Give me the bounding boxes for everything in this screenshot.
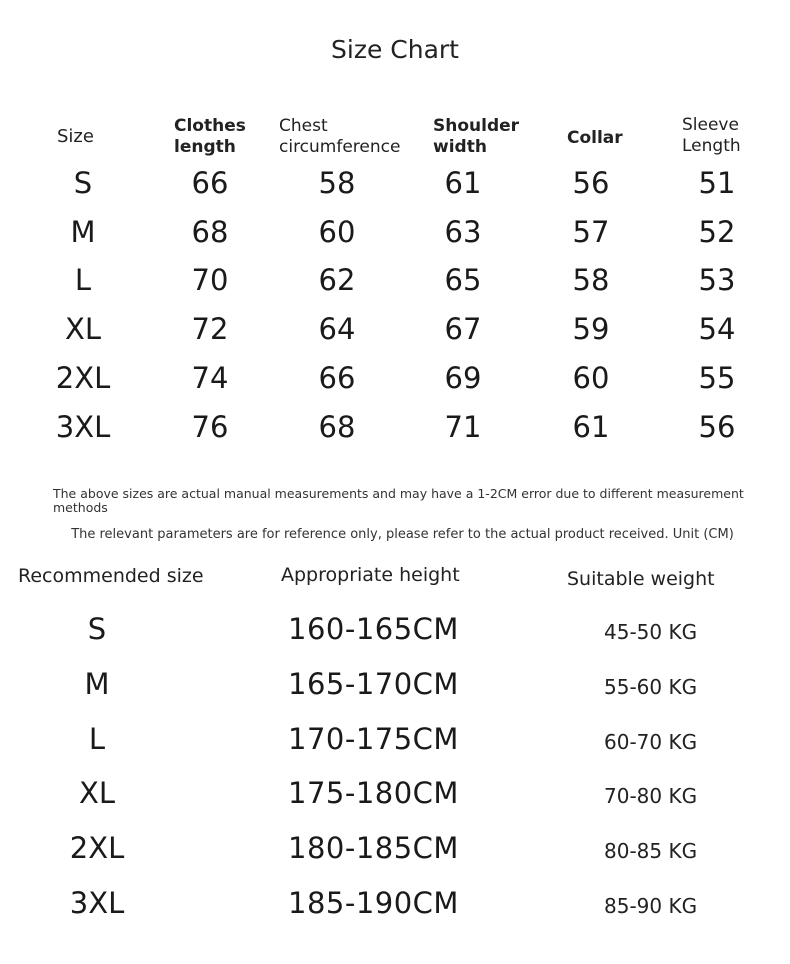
cell-shoulder: 67	[444, 312, 482, 346]
recommend-row-l	[0, 722, 790, 772]
cell-sleeve: 56	[698, 410, 736, 444]
cell-weight: 80-85 KG	[604, 839, 698, 863]
cell-sleeve: 53	[698, 263, 736, 297]
cell-shoulder: 69	[444, 361, 482, 395]
cell-weight: 85-90 KG	[604, 894, 698, 918]
header-recommended-size: Recommended size	[18, 565, 204, 587]
cell-size: 2XL	[55, 361, 111, 395]
cell-chest: 60	[318, 215, 356, 249]
cell-sleeve: 52	[698, 215, 736, 249]
header-clothes-length: Clothes length	[174, 116, 246, 157]
cell-size: S	[73, 166, 93, 200]
cell-clothes-length: 76	[191, 410, 229, 444]
cell-collar: 60	[572, 361, 610, 395]
cell-height: 175-180CM	[288, 776, 459, 810]
header-suitable-weight: Suitable weight	[567, 568, 715, 590]
recommend-row-xl	[0, 776, 790, 826]
cell-clothes-length: 74	[191, 361, 229, 395]
recommend-row-2xl	[0, 831, 790, 881]
cell-recommended-size: S	[87, 612, 107, 646]
cell-clothes-length: 70	[191, 263, 229, 297]
cell-recommended-size: M	[84, 667, 110, 701]
cell-collar: 58	[572, 263, 610, 297]
cell-size: 3XL	[55, 410, 111, 444]
size-row-2xl	[0, 361, 790, 405]
cell-collar: 59	[572, 312, 610, 346]
size-row-s	[0, 166, 790, 210]
cell-recommended-size: 3XL	[69, 886, 125, 920]
cell-sleeve: 54	[698, 312, 736, 346]
header-collar: Collar	[567, 128, 623, 148]
size-row-l	[0, 263, 790, 307]
cell-chest: 64	[318, 312, 356, 346]
cell-size: M	[70, 215, 96, 249]
cell-weight: 70-80 KG	[604, 784, 698, 808]
size-row-3xl	[0, 410, 790, 454]
cell-height: 170-175CM	[288, 722, 459, 756]
cell-clothes-length: 66	[191, 166, 229, 200]
cell-clothes-length: 72	[191, 312, 229, 346]
cell-shoulder: 71	[444, 410, 482, 444]
header-shoulder-width: Shoulder width	[433, 116, 520, 157]
cell-weight: 60-70 KG	[604, 730, 698, 754]
cell-size: XL	[64, 312, 102, 346]
page-title: Size Chart	[331, 35, 459, 64]
cell-collar: 56	[572, 166, 610, 200]
header-size: Size	[57, 126, 94, 147]
cell-chest: 58	[318, 166, 356, 200]
cell-height: 180-185CM	[288, 831, 459, 865]
cell-weight: 45-50 KG	[604, 620, 698, 644]
cell-collar: 61	[572, 410, 610, 444]
recommend-row-s	[0, 612, 790, 662]
cell-shoulder: 61	[444, 166, 482, 200]
cell-chest: 62	[318, 263, 356, 297]
cell-recommended-size: XL	[78, 776, 116, 810]
header-appropriate-height: Appropriate height	[281, 564, 460, 586]
cell-chest: 66	[318, 361, 356, 395]
recommend-row-3xl	[0, 886, 790, 936]
cell-collar: 57	[572, 215, 610, 249]
header-chest-circumference: Chest circumference	[279, 116, 401, 157]
cell-height: 185-190CM	[288, 886, 459, 920]
header-sleeve-length: Sleeve Length	[682, 115, 741, 156]
size-row-m	[0, 215, 790, 259]
cell-height: 160-165CM	[288, 612, 459, 646]
cell-recommended-size: 2XL	[69, 831, 125, 865]
cell-size: L	[74, 263, 92, 297]
cell-shoulder: 65	[444, 263, 482, 297]
cell-weight: 55-60 KG	[604, 675, 698, 699]
recommend-row-m	[0, 667, 790, 717]
cell-chest: 68	[318, 410, 356, 444]
cell-recommended-size: L	[88, 722, 106, 756]
measurement-note: The above sizes are actual manual measurements and may have a 1-2CM error due to different measurement methods	[53, 486, 744, 515]
reference-note: The relevant parameters are for reference only, please refer to the actual product received. Unit (CM)	[71, 527, 734, 542]
cell-sleeve: 55	[698, 361, 736, 395]
cell-clothes-length: 68	[191, 215, 229, 249]
size-row-xl	[0, 312, 790, 356]
cell-sleeve: 51	[698, 166, 736, 200]
cell-height: 165-170CM	[288, 667, 459, 701]
cell-shoulder: 63	[444, 215, 482, 249]
